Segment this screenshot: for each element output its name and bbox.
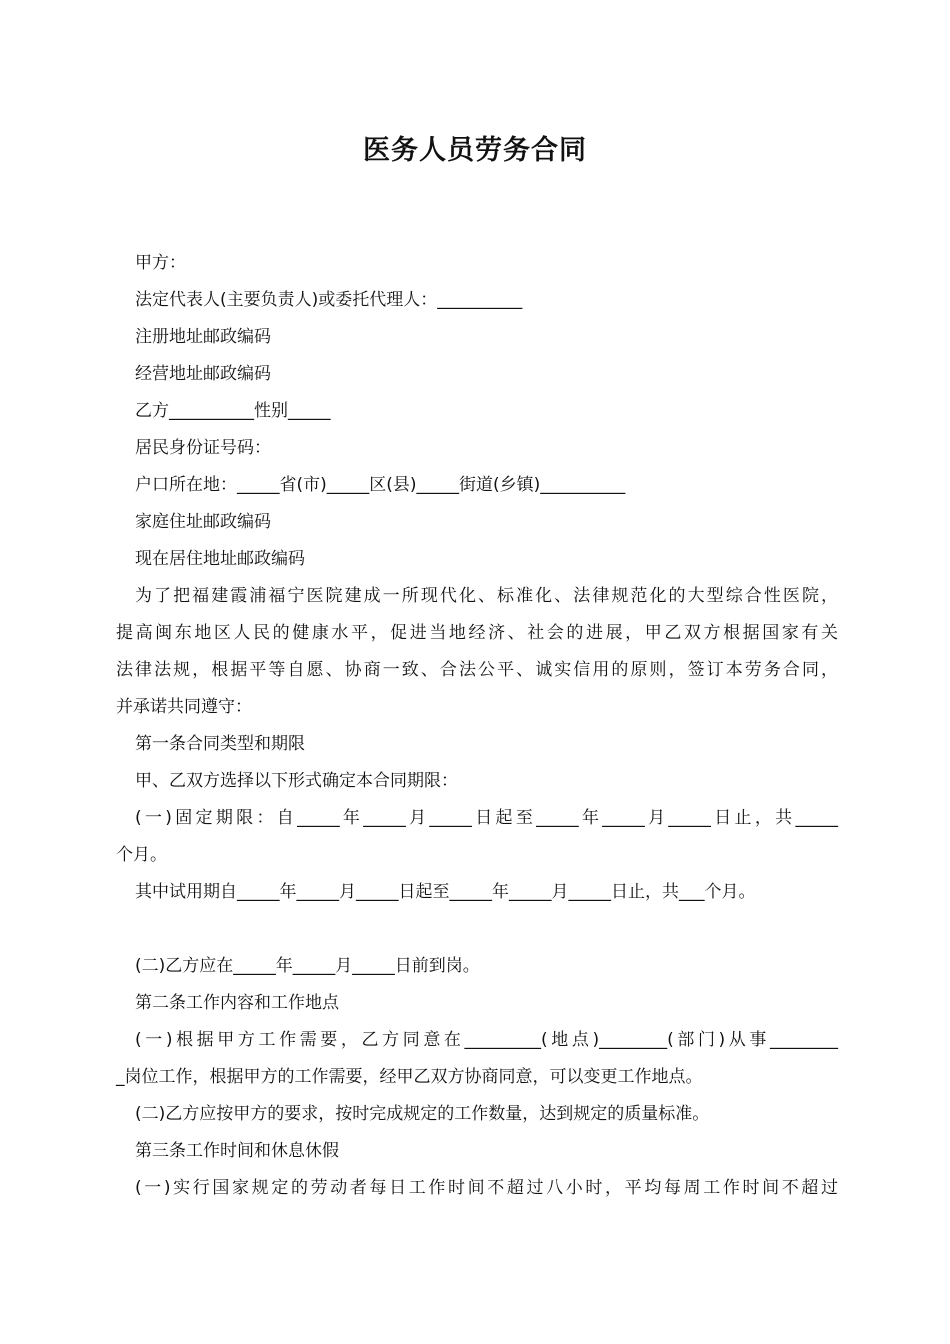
clause-line: 个月。 [116, 845, 167, 865]
clause-line: _岗位工作，根据甲方的工作需要，经甲乙双方协商同意，可以变更工作地点。 [116, 1067, 703, 1087]
legal-representative-line: 法定代表人(主要负责人)或委托代理人：__________ [135, 290, 523, 310]
article-heading: 第一条合同类型和期限 [135, 734, 305, 754]
current-address-line: 现在居住地址邮政编码 [135, 549, 305, 569]
clause-line: (二)乙方应按甲方的要求，按时完成规定的工作数量，达到规定的质量标准。 [135, 1104, 710, 1124]
household-registration-line: 户口所在地：_____省(市)_____区(县)_____街道(乡镇)__________ [135, 475, 626, 495]
clause-line: 其中试用期自_____年_____月_____日起至_____年_____月_____日止，共___个月。 [135, 882, 756, 902]
article-heading: 第三条工作时间和休息休假 [135, 1141, 339, 1161]
document-title: 医务人员劳务合同 [363, 135, 587, 166]
article-heading: 第二条工作内容和工作地点 [135, 993, 339, 1013]
clause-line: (二)乙方应在_____年_____月_____日前到岗。 [135, 956, 480, 976]
home-address-line: 家庭住址邮政编码 [135, 512, 271, 532]
party-b-line: 乙方__________性别_____ [135, 401, 331, 421]
party-a-line: 甲方： [135, 253, 186, 273]
preamble-line: 法律法规，根据平等自愿、协商一致、合法公平、诚实信用的原则，签订本劳务合同， [116, 660, 838, 680]
preamble-line: 并承诺共同遵守： [116, 697, 252, 717]
clause-line: 甲、乙双方选择以下形式确定本合同期限： [135, 771, 458, 791]
clause-line: (一)实行国家规定的劳动者每日工作时间不超过八小时，平均每周工作时间不超过 [135, 1178, 838, 1198]
preamble-line: 提高闽东地区人民的健康水平，促进当地经济、社会的进展，甲乙双方根据国家有关 [116, 623, 838, 643]
registered-address-line: 注册地址邮政编码 [135, 327, 271, 347]
preamble-line: 为了把福建霞浦福宁医院建成一所现代化、标准化、法律规范化的大型综合性医院， [135, 586, 838, 606]
clause-line: (一)固定期限：自_____年_____月_____日起至_____年_____月_____日止，共_____ [135, 808, 838, 828]
document-body [116, 245, 838, 1207]
business-address-line: 经营地址邮政编码 [135, 364, 271, 384]
id-number-line: 居民身份证号码： [135, 438, 271, 458]
clause-line: (一)根据甲方工作需要，乙方同意在_________(地点)________(部门)从事________ [135, 1030, 838, 1050]
